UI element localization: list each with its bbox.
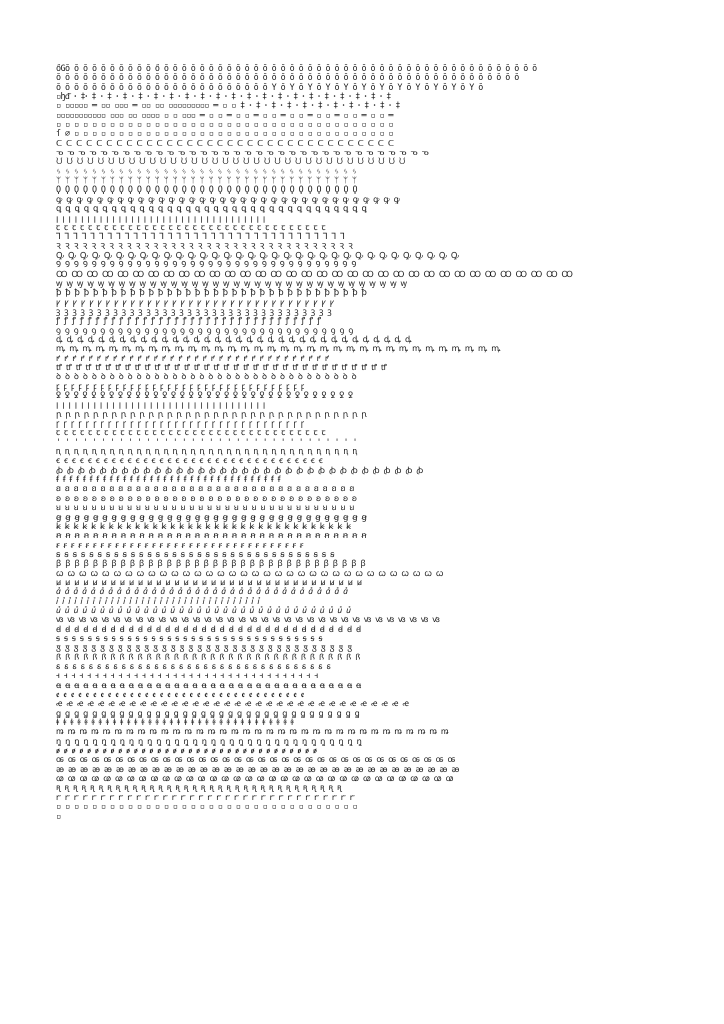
glyph-line: ꞌ ꞌ ꞌ ꞌ ꞌ ꞌ ꞌ ꞌ ꞌ ꞌ ꞌ ꞌ ꞌ ꞌ ꞌ ꞌ ꞌ ꞌ ꞌ ꞌ ꞌ ꞌ ꞌ ꞌ ꞌ ꞌ ꞌ ꞌ ꞌ ꞌ ꞌ ꞌ ꞌ ꞌ <box>56 437 357 447</box>
glyph-line: ꞁ ꞁ ꞁ ꞁ ꞁ ꞁ ꞁ ꞁ ꞁ ꞁ ꞁ ꞁ ꞁ ꞁ ꞁ ꞁ ꞁ ꞁ ꞁ ꞁ ꞁ ꞁ ꞁ ꞁ ꞁ ꞁ ꞁ ꞁ ꞁ ꞁ ꞁ ꞁ ꞁ ꞁ <box>56 213 265 223</box>
glyph-line: ꞇ ꞇ ꞇ ꞇ ꞇ ꞇ ꞇ ꞇ ꞇ ꞇ ꞇ ꞇ ꞇ ꞇ ꞇ ꞇ ꞇ ꞇ ꞇ ꞇ ꞇ ꞇ ꞇ ꞇ ꞇ ꞇ ꞇ ꞇ ꞇ ꞇ ꞇ ꞇ ꞇ ꞇ <box>56 222 326 232</box>
glyph-line: ꭄ ꭄ ꭄ ꭄ ꭄ ꭄ ꭄ ꭄ ꭄ ꭄ ꭄ ꭄ ꭄ ꭄ ꭄ ꭄ ꭄ ꭄ ꭄ ꭄ ꭄ ꭄ ꭄ ꭄ ꭄ ꭄ ꭄ ꭄ ꭄ ꭄ ꭄ ꭄ ꭄ ꭄ <box>56 774 453 784</box>
glyph-line: ꞧ ꞧ ꞧ ꞧ ꞧ ꞧ ꞧ ꞧ ꞧ ꞧ ꞧ ꞧ ꞧ ꞧ ꞧ ꞧ ꞧ ꞧ ꞧ ꞧ ꞧ ꞧ ꞧ ꞧ ꞧ ꞧ ꞧ ꞧ ꞧ ꞧ ꞧ ꞧ ꞧ ꞧ <box>56 540 303 550</box>
glyph-line: ꟃ ꟃ ꟃ ꟃ ꟃ ꟃ ꟃ ꟃ ꟃ ꟃ ꟃ ꟃ ꟃ ꟃ ꟃ ꟃ ꟃ ꟃ ꟃ ꟃ ꟃ ꟃ ꟃ ꟃ ꟃ ꟃ ꟃ ꟃ ꟃ ꟃ ꟃ ꟃ ꟃ ꟃ <box>56 615 440 625</box>
glyph-sheet <box>56 64 668 864</box>
glyph-line: ꭀ ꭀ ꭀ ꭀ ꭀ ꭀ ꭀ ꭀ ꭀ ꭀ ꭀ ꭀ ꭀ ꭀ ꭀ ꭀ ꭀ ꭀ ꭀ ꭀ ꭀ ꭀ ꭀ ꭀ ꭀ ꭀ ꭀ ꭀ ꭀ ꭀ ꭀ ꭀ ꭀ ꭀ <box>56 755 455 765</box>
glyph-line: ꞩ ꞩ ꞩ ꞩ ꞩ ꞩ ꞩ ꞩ ꞩ ꞩ ꞩ ꞩ ꞩ ꞩ ꞩ ꞩ ꞩ ꞩ ꞩ ꞩ ꞩ ꞩ ꞩ ꞩ ꞩ ꞩ ꞩ ꞩ ꞩ ꞩ ꞩ ꞩ ꞩ ꞩ <box>56 549 334 559</box>
glyph-line: ꟶ ꟶ ꟶ ꟶ ꟶ ꟶ ꟶ ꟶ ꟶ ꟶ ꟶ ꟶ ꟶ ꟶ ꟶ ꟶ ꟶ ꟶ ꟶ ꟶ ꟶ ꟶ ꟶ ꟶ ꟶ ꟶ ꟶ ꟶ ꟶ ꟶ ꟶ ꟶ ꟶ ꟶ <box>56 671 318 681</box>
glyph-line: ꬾ ꬾ ꬾ ꬾ ꬾ ꬾ ꬾ ꬾ ꬾ ꬾ ꬾ ꬾ ꬾ ꬾ ꬾ ꬾ ꬾ ꬾ ꬾ ꬾ ꬾ ꬾ ꬾ ꬾ ꬾ ꬾ ꬾ ꬾ ꬾ ꬾ ꬾ ꬾ ꬾ ꬾ <box>56 746 317 756</box>
glyph-line: ꞇ ꞇ ꞇ ꞇ ꞇ ꞇ ꞇ ꞇ ꞇ ꞇ ꞇ ꞇ ꞇ ꞇ ꞇ ꞇ ꞇ ꞇ ꞇ ꞇ ꞇ ꞇ ꞇ ꞇ ꞇ ꞇ ꞇ ꞇ ꞇ ꞇ ꞇ ꞇ ꞇ ꞇ <box>56 428 326 438</box>
glyph-line: ᛘ ᛘ ᛘ ᛘ ᛘ ᛘ ᛘ ᛘ ᛘ ᛘ ᛘ ᛘ ᛘ ᛘ ᛘ ᛘ ᛘ ᛘ ᛘ ᛘ ᛘ ᛘ ᛘ ᛘ ᛘ ᛘ ᛘ ᛘ ᛘ ᛘ ᛘ ᛘ ᛘ ᛘ <box>56 176 357 186</box>
glyph-line: ▫ <box>56 811 61 821</box>
glyph-line: ꞷ ꞷ ꞷ ꞷ ꞷ ꞷ ꞷ ꞷ ꞷ ꞷ ꞷ ꞷ ꞷ ꞷ ꞷ ꞷ ꞷ ꞷ ꞷ ꞷ ꞷ ꞷ ꞷ ꞷ ꞷ ꞷ ꞷ ꞷ ꞷ ꞷ ꞷ ꞷ ꞷ ꞷ <box>56 568 443 578</box>
glyph-line: ꞟ ꞟ ꞟ ꞟ ꞟ ꞟ ꞟ ꞟ ꞟ ꞟ ꞟ ꞟ ꞟ ꞟ ꞟ ꞟ ꞟ ꞟ ꞟ ꞟ ꞟ ꞟ ꞟ ꞟ ꞟ ꞟ ꞟ ꞟ ꞟ ꞟ ꞟ ꞟ ꞟ ꞟ <box>56 503 354 513</box>
glyph-line: ꭆ ꭆ ꭆ ꭆ ꭆ ꭆ ꭆ ꭆ ꭆ ꭆ ꭆ ꭆ ꭆ ꭆ ꭆ ꭆ ꭆ ꭆ ꭆ ꭆ ꭆ ꭆ ꭆ ꭆ ꭆ ꭆ ꭆ ꭆ ꭆ ꭆ ꭆ ꭆ ꭆ ꭆ <box>56 783 342 793</box>
glyph-line: ꬰ ꬰ ꬰ ꬰ ꬰ ꬰ ꬰ ꬰ ꬰ ꬰ ꬰ ꬰ ꬰ ꬰ ꬰ ꬰ ꬰ ꬰ ꬰ ꬰ ꬰ ꬰ ꬰ ꬰ ꬰ ꬰ ꬰ ꬰ ꬰ ꬰ ꬰ ꬰ ꬰ ꬰ <box>56 680 361 690</box>
glyph-line: ꞡ ꞡ ꞡ ꞡ ꞡ ꞡ ꞡ ꞡ ꞡ ꞡ ꞡ ꞡ ꞡ ꞡ ꞡ ꞡ ꞡ ꞡ ꞡ ꞡ ꞡ ꞡ ꞡ ꞡ ꞡ ꞡ ꞡ ꞡ ꞡ ꞡ ꞡ ꞡ ꞡ ꞡ <box>56 512 367 522</box>
glyph-line: ▫ ▫ ▫ ▫ ▫ ▫ ▫ ▫ ▫ ▫ ▫ ▫ ▫ ▫ ▫ ▫ ▫ ▫ ▫ ▫ ▫ ▫ ▫ ▫ ▫ ▫ ▫ ▫ ▫ ▫ ▫ ▫ ▫ ▫ <box>56 802 357 812</box>
glyph-line: ꝫ ꝫ ꝫ ꝫ ꝫ ꝫ ꝫ ꝫ ꝫ ꝫ ꝫ ꝫ ꝫ ꝫ ꝫ ꝫ ꝫ ꝫ ꝫ ꝫ ꝫ ꝫ ꝫ ꝫ ꝫ ꝫ ꝫ ꝫ ꝫ ꝫ ꝫ ꝫ ꝫ ꝫ <box>56 306 332 316</box>
glyph-line: ▫▫▫▫▫▫▫▫▫▫▫ ▫▫▫ ▫▫ ▫▫▫▫ ▫ ▫ ▫▫▫ ═ ▫ ▫ ═ ▫ ▫ ═ ▫ ▫ ═ ▫ ▫ ═ ▫ ▫ ═ ▫ ▫ ═ ▫ ▫ ═ <box>56 110 393 120</box>
glyph-line: ꝯ ꝯ ꝯ ꝯ ꝯ ꝯ ꝯ ꝯ ꝯ ꝯ ꝯ ꝯ ꝯ ꝯ ꝯ ꝯ ꝯ ꝯ ꝯ ꝯ ꝯ ꝯ ꝯ ꝯ ꝯ ꝯ ꝯ ꝯ ꝯ ꝯ ꝯ ꝯ ꝯ ꝯ <box>56 325 353 335</box>
glyph-line: Ꝛ Ꝛ Ꝛ Ꝛ Ꝛ Ꝛ Ꝛ Ꝛ Ꝛ Ꝛ Ꝛ Ꝛ Ꝛ Ꝛ Ꝛ Ꝛ Ꝛ Ꝛ Ꝛ Ꝛ Ꝛ Ꝛ Ꝛ Ꝛ Ꝛ Ꝛ Ꝛ Ꝛ Ꝛ Ꝛ Ꝛ Ꝛ Ꝛ Ꝛ <box>56 241 353 251</box>
glyph-line: ꬶ ꬶ ꬶ ꬶ ꬶ ꬶ ꬶ ꬶ ꬶ ꬶ ꬶ ꬶ ꬶ ꬶ ꬶ ꬶ ꬶ ꬶ ꬶ ꬶ ꬶ ꬶ ꬶ ꬶ ꬶ ꬶ ꬶ ꬶ ꬶ ꬶ ꬶ ꬶ ꬶ ꬶ <box>56 708 360 718</box>
glyph-line: ᓀ ᓀ ᓀ ᓀ ᓀ ᓀ ᓀ ᓀ ᓀ ᓀ ᓀ ᓀ ᓀ ᓀ ᓀ ᓀ ᓀ ᓀ ᓀ ᓀ ᓀ ᓀ ᓀ ᓀ ᓀ ᓀ ᓀ ᓀ ᓀ ᓀ ᓀ ᓀ ᓀ ᓀ <box>56 148 429 158</box>
glyph-line: ꬲ ꬲ ꬲ ꬲ ꬲ ꬲ ꬲ ꬲ ꬲ ꬲ ꬲ ꬲ ꬲ ꬲ ꬲ ꬲ ꬲ ꬲ ꬲ ꬲ ꬲ ꬲ ꬲ ꬲ ꬲ ꬲ ꬲ ꬲ ꬲ ꬲ ꬲ ꬲ ꬲ ꬲ <box>56 690 304 700</box>
glyph-line: ꝵ ꝵ ꝵ ꝵ ꝵ ꝵ ꝵ ꝵ ꝵ ꝵ ꝵ ꝵ ꝵ ꝵ ꝵ ꝵ ꝵ ꝵ ꝵ ꝵ ꝵ ꝵ ꝵ ꝵ ꝵ ꝵ ꝵ ꝵ ꝵ ꝵ ꝵ ꝵ ꝵ ꝵ <box>56 353 329 363</box>
glyph-line: ꬸ ꬸ ꬸ ꬸ ꬸ ꬸ ꬸ ꬸ ꬸ ꬸ ꬸ ꬸ ꬸ ꬸ ꬸ ꬸ ꬸ ꬸ ꬸ ꬸ ꬸ ꬸ ꬸ ꬸ ꬸ ꬸ ꬸ ꬸ ꬸ ꬸ ꬸ ꬸ ꬸ ꬸ <box>56 718 294 728</box>
glyph-line: ▫ ▫ ▫ ▫ ▫ ▫ ▫ ▫ ▫ ▫ ▫ ▫ ▫ ▫ ▫ ▫ ▫ ▫ ▫ ▫ ▫ ▫ ▫ ▫ ▫ ▫ ▫ ▫ ▫ ▫ ▫ ▫ ▫ ▫ ▫ ▫ ▫ ▫ <box>56 120 393 130</box>
glyph-line: ꬴ ꬴ ꬴ ꬴ ꬴ ꬴ ꬴ ꬴ ꬴ ꬴ ꬴ ꬴ ꬴ ꬴ ꬴ ꬴ ꬴ ꬴ ꬴ ꬴ ꬴ ꬴ ꬴ ꬴ ꬴ ꬴ ꬴ ꬴ ꬴ ꬴ ꬴ ꬴ ꬴ ꬴ <box>56 699 409 709</box>
glyph-line: ŏ ŏ ŏ ŏ ŏ ŏ ŏ ŏ ŏ ŏ ŏ ŏ ŏ ŏ ŏ ŏ ŏ ŏ ŏ ŏ ŏ ŏ ŏ ŏ ŏ ŏ ŏ ŏ ŏ ŏ ŏ ŏ ŏ ŏ ŏ ŏ ŏ ŏ ŏ ŏ ŏ ŏ ŏ ŏ ŏ ŏ ŏ ŏ ŏ ŏ ŏ ŏ <box>56 73 519 83</box>
glyph-line: ꞅ ꞅ ꞅ ꞅ ꞅ ꞅ ꞅ ꞅ ꞅ ꞅ ꞅ ꞅ ꞅ ꞅ ꞅ ꞅ ꞅ ꞅ ꞅ ꞅ ꞅ ꞅ ꞅ ꞅ ꞅ ꞅ ꞅ ꞅ ꞅ ꞅ ꞅ ꞅ ꞅ ꞅ <box>56 419 304 429</box>
glyph-line: ꝡ ꝡ ꝡ ꝡ ꝡ ꝡ ꝡ ꝡ ꝡ ꝡ ꝡ ꝡ ꝡ ꝡ ꝡ ꝡ ꝡ ꝡ ꝡ ꝡ ꝡ ꝡ ꝡ ꝡ ꝡ ꝡ ꝡ ꝡ ꝡ ꝡ ꝡ ꝡ ꝡ ꝡ <box>56 278 407 288</box>
glyph-line: ꝭ ꝭ ꝭ ꝭ ꝭ ꝭ ꝭ ꝭ ꝭ ꝭ ꝭ ꝭ ꝭ ꝭ ꝭ ꝭ ꝭ ꝭ ꝭ ꝭ ꝭ ꝭ ꝭ ꝭ ꝭ ꝭ ꝭ ꝭ ꝭ ꝭ ꝭ ꝭ ꝭ ꝭ <box>56 316 321 326</box>
glyph-line: ꟈ ꟈ ꟈ ꟈ ꟈ ꟈ ꟈ ꟈ ꟈ ꟈ ꟈ ꟈ ꟈ ꟈ ꟈ ꟈ ꟈ ꟈ ꟈ ꟈ ꟈ ꟈ ꟈ ꟈ ꟈ ꟈ ꟈ ꟈ ꟈ ꟈ ꟈ ꟈ ꟈ ꟈ <box>56 624 361 634</box>
glyph-line: ꞝ ꞝ ꞝ ꞝ ꞝ ꞝ ꞝ ꞝ ꞝ ꞝ ꞝ ꞝ ꞝ ꞝ ꞝ ꞝ ꞝ ꞝ ꞝ ꞝ ꞝ ꞝ ꞝ ꞝ ꞝ ꞝ ꞝ ꞝ ꞝ ꞝ ꞝ ꞝ ꞝ ꞝ <box>56 493 357 503</box>
glyph-line: ꭂ ꭂ ꭂ ꭂ ꭂ ꭂ ꭂ ꭂ ꭂ ꭂ ꭂ ꭂ ꭂ ꭂ ꭂ ꭂ ꭂ ꭂ ꭂ ꭂ ꭂ ꭂ ꭂ ꭂ ꭂ ꭂ ꭂ ꭂ ꭂ ꭂ ꭂ ꭂ ꭂ ꭂ <box>56 764 459 774</box>
glyph-line: ꝥ ꝥ ꝥ ꝥ ꝥ ꝥ ꝥ ꝥ ꝥ ꝥ ꝥ ꝥ ꝥ ꝥ ꝥ ꝥ ꝥ ꝥ ꝥ ꝥ ꝥ ꝥ ꝥ ꝥ ꝥ ꝥ ꝥ ꝥ ꝥ ꝥ ꝥ ꝥ ꝥ ꝥ <box>56 288 367 298</box>
glyph-line: ꝱ ꝱ ꝱ ꝱ ꝱ ꝱ ꝱ ꝱ ꝱ ꝱ ꝱ ꝱ ꝱ ꝱ ꝱ ꝱ ꝱ ꝱ ꝱ ꝱ ꝱ ꝱ ꝱ ꝱ ꝱ ꝱ ꝱ ꝱ ꝱ ꝱ ꝱ ꝱ ꝱ ꝱ <box>56 334 412 344</box>
glyph-line: ꞃ ꞃ ꞃ ꞃ ꞃ ꞃ ꞃ ꞃ ꞃ ꞃ ꞃ ꞃ ꞃ ꞃ ꞃ ꞃ ꞃ ꞃ ꞃ ꞃ ꞃ ꞃ ꞃ ꞃ ꞃ ꞃ ꞃ ꞃ ꞃ ꞃ ꞃ ꞃ ꞃ ꞃ <box>56 409 367 419</box>
glyph-line: ꞹ ꞹ ꞹ ꞹ ꞹ ꞹ ꞹ ꞹ ꞹ ꞹ ꞹ ꞹ ꞹ ꞹ ꞹ ꞹ ꞹ ꞹ ꞹ ꞹ ꞹ ꞹ ꞹ ꞹ ꞹ ꞹ ꞹ ꞹ ꞹ ꞹ ꞹ ꞹ ꞹ ꞹ <box>56 577 362 587</box>
glyph-line: ꝗ ꝗ ꝗ ꝗ ꝗ ꝗ ꝗ ꝗ ꝗ ꝗ ꝗ ꝗ ꝗ ꝗ ꝗ ꝗ ꝗ ꝗ ꝗ ꝗ ꝗ ꝗ ꝗ ꝗ ꝗ ꝗ ꝗ ꝗ ꝗ ꝗ ꝗ ꝗ ꝗ ꝗ <box>56 204 367 214</box>
glyph-line: ꝩ ꝩ ꝩ ꝩ ꝩ ꝩ ꝩ ꝩ ꝩ ꝩ ꝩ ꝩ ꝩ ꝩ ꝩ ꝩ ꝩ ꝩ ꝩ ꝩ ꝩ ꝩ ꝩ ꝩ ꝩ ꝩ ꝩ ꝩ ꝩ ꝩ ꝩ ꝩ ꝩ ꝩ <box>56 297 334 307</box>
glyph-line: Ϙ Ϙ Ϙ Ϙ Ϙ Ϙ Ϙ Ϙ Ϙ Ϙ Ϙ Ϙ Ϙ Ϙ Ϙ Ϙ Ϙ Ϙ Ϙ Ϙ Ϙ Ϙ Ϙ Ϙ Ϙ Ϙ Ϙ Ϙ Ϙ Ϙ Ϙ Ϙ Ϙ Ϙ <box>56 185 357 195</box>
glyph-line: ꞛ ꞛ ꞛ ꞛ ꞛ ꞛ ꞛ ꞛ ꞛ ꞛ ꞛ ꞛ ꞛ ꞛ ꞛ ꞛ ꞛ ꞛ ꞛ ꞛ ꞛ ꞛ ꞛ ꞛ ꞛ ꞛ ꞛ ꞛ ꞛ ꞛ ꞛ ꞛ ꞛ ꞛ <box>56 484 354 494</box>
glyph-line: ꞗ ꞗ ꞗ ꞗ ꞗ ꞗ ꞗ ꞗ ꞗ ꞗ ꞗ ꞗ ꞗ ꞗ ꞗ ꞗ ꞗ ꞗ ꞗ ꞗ ꞗ ꞗ ꞗ ꞗ ꞗ ꞗ ꞗ ꞗ ꞗ ꞗ ꞗ ꞗ ꞗ ꞗ <box>56 465 423 475</box>
glyph-line: ꝳ ꝳ ꝳ ꝳ ꝳ ꝳ ꝳ ꝳ ꝳ ꝳ ꝳ ꝳ ꝳ ꝳ ꝳ ꝳ ꝳ ꝳ ꝳ ꝳ ꝳ ꝳ ꝳ ꝳ ꝳ ꝳ ꝳ ꝳ ꝳ ꝳ ꝳ ꝳ ꝳ ꝳ <box>56 344 500 354</box>
glyph-line: ŏ ŏ ŏ ŏ ŏ ŏ ŏ ŏ ŏ ŏ ŏ ŏ ŏ ŏ ŏ ŏ ŏ ŏ ŏ ŏ ŏ ŏ ŏ ŏ Ŷ ŏ Ŷ ŏ Ŷ ŏ Ŷ ŏ Ŷ ŏ Ŷ ŏ Ŷ ŏ Ŷ ŏ Ŷ ŏ Ŷ ŏ Ŷ ŏ Ŷ ŏ <box>56 82 483 92</box>
glyph-line: ꞣ ꞣ ꞣ ꞣ ꞣ ꞣ ꞣ ꞣ ꞣ ꞣ ꞣ ꞣ ꞣ ꞣ ꞣ ꞣ ꞣ ꞣ ꞣ ꞣ ꞣ ꞣ ꞣ ꞣ ꞣ ꞣ ꞣ ꞣ ꞣ ꞣ ꞣ ꞣ ꞣ ꞣ <box>56 521 351 531</box>
glyph-line: ſ ∅ ▫ ▫ ▫ ▫ ▫ ▫ ▫ ▫ ▫ ▫ ▫ ▫ ▫ ▫ ▫ ▫ ▫ ▫ ▫ ▫ ▫ ▫ ▫ ▫ ▫ ▫ ▫ ▫ ▫ ▫ ▫ ▫ ▫ ▫ ▫ ▫ <box>56 129 393 139</box>
glyph-line: ▫ ▫▫▫▫▫ ═ ▫▫ ▫▫▫ ═ ▫▫ ▫▫ ▫▫▫▫▫▫▫▫▫ ═ ▫ ▫ ‡ ꞏ ‡ ꞏ ‡ ꞏ ‡ ꞏ ‡ ꞏ ‡ ꞏ ‡ ꞏ ‡ ꞏ ‡ ꞏ ‡ ꞏ ‡ <box>56 101 400 111</box>
glyph-line: Ꞁ Ꞁ Ꞁ Ꞁ Ꞁ Ꞁ Ꞁ Ꞁ Ꞁ Ꞁ Ꞁ Ꞁ Ꞁ Ꞁ Ꞁ Ꞁ Ꞁ Ꞁ Ꞁ Ꞁ Ꞁ Ꞁ Ꞁ Ꞁ Ꞁ Ꞁ Ꞁ Ꞁ Ꞁ Ꞁ Ꞁ Ꞁ Ꞁ Ꞁ <box>56 232 345 242</box>
glyph-line: ꞙ ꞙ ꞙ ꞙ ꞙ ꞙ ꞙ ꞙ ꞙ ꞙ ꞙ ꞙ ꞙ ꞙ ꞙ ꞙ ꞙ ꞙ ꞙ ꞙ ꞙ ꞙ ꞙ ꞙ ꞙ ꞙ ꞙ ꞙ ꞙ ꞙ ꞙ ꞙ ꞙ ꞙ <box>56 475 280 485</box>
glyph-line: ꬺ ꬺ ꬺ ꬺ ꬺ ꬺ ꬺ ꬺ ꬺ ꬺ ꬺ ꬺ ꬺ ꬺ ꬺ ꬺ ꬺ ꬺ ꬺ ꬺ ꬺ ꬺ ꬺ ꬺ ꬺ ꬺ ꬺ ꬺ ꬺ ꬺ ꬺ ꬺ ꬺ ꬺ <box>56 727 449 737</box>
glyph-line: ꞽ ꞽ ꞽ ꞽ ꞽ ꞽ ꞽ ꞽ ꞽ ꞽ ꞽ ꞽ ꞽ ꞽ ꞽ ꞽ ꞽ ꞽ ꞽ ꞽ ꞽ ꞽ ꞽ ꞽ ꞽ ꞽ ꞽ ꞽ ꞽ ꞽ ꞽ ꞽ ꞽ ꞽ <box>56 596 260 606</box>
glyph-line: őĞŏ ŏ ŏ ŏ ŏ ŏ ŏ ŏ ŏ ŏ ő ŏ ŏ ŏ ŏ ŏ ŏ ŏ ŏ ŏ ŏ ŏ ŏ ŏ ŏ ŏ ŏ ŏ ŏ ŏ ŏ ŏ ŏ ŏ ŏ ŏ ŏ ŏ ŏ ŏ ŏ ŏ ŏ ŏ ŏ ŏ ŏ ŏ ŏ ŏ ŏ ŏ ŏ <box>56 64 537 73</box>
glyph-line: ▫ꜧ̄ᵭ̄ ꞏ ‡ꞏ ‡ ꞏ ‡ ꞏ ‡ ꞏ ‡ ꞏ ‡ ꞏ ‡ ꞏ ‡ ꞏ ‡ ꞏ ‡ ꞏ ‡ ꞏ ‡ ꞏ ‡ ꞏ ‡ ꞏ ‡ ꞏ ‡ ꞏ ‡ ꞏ ‡ ꞏ ‡ ꞏ ‡ ꞏ ‡ <box>56 92 391 102</box>
glyph-line: ꞁ ꞁ ꞁ ꞁ ꞁ ꞁ ꞁ ꞁ ꞁ ꞁ ꞁ ꞁ ꞁ ꞁ ꞁ ꞁ ꞁ ꞁ ꞁ ꞁ ꞁ ꞁ ꞁ ꞁ ꞁ ꞁ ꞁ ꞁ ꞁ ꞁ ꞁ ꞁ ꞁ ꞁ <box>56 400 265 410</box>
glyph-line: Ꝯ Ꝯ Ꝯ Ꝯ Ꝯ Ꝯ Ꝯ Ꝯ Ꝯ Ꝯ Ꝯ Ꝯ Ꝯ Ꝯ Ꝯ Ꝯ Ꝯ Ꝯ Ꝯ Ꝯ Ꝯ Ꝯ Ꝯ Ꝯ Ꝯ Ꝯ Ꝯ Ꝯ Ꝯ Ꝯ Ꝯ Ꝯ Ꝯ Ꝯ <box>56 260 356 270</box>
glyph-line: Ꝙ Ꝙ Ꝙ Ꝙ Ꝙ Ꝙ Ꝙ Ꝙ Ꝙ Ꝙ Ꝙ Ꝙ Ꝙ Ꝙ Ꝙ Ꝙ Ꝙ Ꝙ Ꝙ Ꝙ Ꝙ Ꝙ Ꝙ Ꝙ Ꝙ Ꝙ Ꝙ Ꝙ Ꝙ Ꝙ Ꝙ Ꝙ Ꝙ Ꝙ <box>56 250 459 260</box>
glyph-line: Ꝏ Ꝏ Ꝏ Ꝏ Ꝏ Ꝏ Ꝏ Ꝏ Ꝏ Ꝏ Ꝏ Ꝏ Ꝏ Ꝏ Ꝏ Ꝏ Ꝏ Ꝏ Ꝏ Ꝏ Ꝏ Ꝏ Ꝏ Ꝏ Ꝏ Ꝏ Ꝏ Ꝏ Ꝏ Ꝏ Ꝏ Ꝏ Ꝏ Ꝏ <box>56 269 573 279</box>
glyph-line: ꞵ ꞵ ꞵ ꞵ ꞵ ꞵ ꞵ ꞵ ꞵ ꞵ ꞵ ꞵ ꞵ ꞵ ꞵ ꞵ ꞵ ꞵ ꞵ ꞵ ꞵ ꞵ ꞵ ꞵ ꞵ ꞵ ꞵ ꞵ ꞵ ꞵ ꞵ ꞵ ꞵ ꞵ <box>56 559 366 569</box>
glyph-line: ꞑ ꞑ ꞑ ꞑ ꞑ ꞑ ꞑ ꞑ ꞑ ꞑ ꞑ ꞑ ꞑ ꞑ ꞑ ꞑ ꞑ ꞑ ꞑ ꞑ ꞑ ꞑ ꞑ ꞑ ꞑ ꞑ ꞑ ꞑ ꞑ ꞑ ꞑ ꞑ ꞑ ꞑ <box>56 447 357 457</box>
glyph-line: ꝿ ꝿ ꝿ ꝿ ꝿ ꝿ ꝿ ꝿ ꝿ ꝿ ꝿ ꝿ ꝿ ꝿ ꝿ ꝿ ꝿ ꝿ ꝿ ꝿ ꝿ ꝿ ꝿ ꝿ ꝿ ꝿ ꝿ ꝿ ꝿ ꝿ ꝿ ꝿ ꝿ ꝿ <box>56 391 353 401</box>
glyph-line: ꝺ ꝺ ꝺ ꝺ ꝺ ꝺ ꝺ ꝺ ꝺ ꝺ ꝺ ꝺ ꝺ ꝺ ꝺ ꝺ ꝺ ꝺ ꝺ ꝺ ꝺ ꝺ ꝺ ꝺ ꝺ ꝺ ꝺ ꝺ ꝺ ꝺ ꝺ ꝺ ꝺ ꝺ <box>56 372 357 382</box>
glyph-line: ꟊ ꟊ ꟊ ꟊ ꟊ ꟊ ꟊ ꟊ ꟊ ꟊ ꟊ ꟊ ꟊ ꟊ ꟊ ꟊ ꟊ ꟊ ꟊ ꟊ ꟊ ꟊ ꟊ ꟊ ꟊ ꟊ ꟊ ꟊ ꟊ ꟊ ꟊ ꟊ ꟊ ꟊ <box>56 633 322 643</box>
glyph-line: ꞿ ꞿ ꞿ ꞿ ꞿ ꞿ ꞿ ꞿ ꞿ ꞿ ꞿ ꞿ ꞿ ꞿ ꞿ ꞿ ꞿ ꞿ ꞿ ꞿ ꞿ ꞿ ꞿ ꞿ ꞿ ꞿ ꞿ ꞿ ꞿ ꞿ ꞿ ꞿ ꞿ ꞿ <box>56 605 351 615</box>
glyph-line: ꬼ ꬼ ꬼ ꬼ ꬼ ꬼ ꬼ ꬼ ꬼ ꬼ ꬼ ꬼ ꬼ ꬼ ꬼ ꬼ ꬼ ꬼ ꬼ ꬼ ꬼ ꬼ ꬼ ꬼ ꬼ ꬼ ꬼ ꬼ ꬼ ꬼ ꬼ ꬼ ꬼ ꬼ <box>56 736 362 746</box>
glyph-line: ꟙ ꟙ ꟙ ꟙ ꟙ ꟙ ꟙ ꟙ ꟙ ꟙ ꟙ ꟙ ꟙ ꟙ ꟙ ꟙ ꟙ ꟙ ꟙ ꟙ ꟙ ꟙ ꟙ ꟙ ꟙ ꟙ ꟙ ꟙ ꟙ ꟙ ꟙ ꟙ ꟙ ꟙ <box>56 662 331 671</box>
glyph-line: ꝷ ꝷ ꝷ ꝷ ꝷ ꝷ ꝷ ꝷ ꝷ ꝷ ꝷ ꝷ ꝷ ꝷ ꝷ ꝷ ꝷ ꝷ ꝷ ꝷ ꝷ ꝷ ꝷ ꝷ ꝷ ꝷ ꝷ ꝷ ꝷ ꝷ ꝷ ꝷ ꝷ ꝷ <box>56 363 387 372</box>
glyph-line: ꞻ ꞻ ꞻ ꞻ ꞻ ꞻ ꞻ ꞻ ꞻ ꞻ ꞻ ꞻ ꞻ ꞻ ꞻ ꞻ ꞻ ꞻ ꞻ ꞻ ꞻ ꞻ ꞻ ꞻ ꞻ ꞻ ꞻ ꞻ ꞻ ꞻ ꞻ ꞻ ꞻ ꞻ <box>56 587 348 597</box>
glyph-line: ꟗ ꟗ ꟗ ꟗ ꟗ ꟗ ꟗ ꟗ ꟗ ꟗ ꟗ ꟗ ꟗ ꟗ ꟗ ꟗ ꟗ ꟗ ꟗ ꟗ ꟗ ꟗ ꟗ ꟗ ꟗ ꟗ ꟗ ꟗ ꟗ ꟗ ꟗ ꟗ ꟗ ꟗ <box>56 652 360 662</box>
glyph-line: ᙀ ᙀ ᙀ ᙀ ᙀ ᙀ ᙀ ᙀ ᙀ ᙀ ᙀ ᙀ ᙀ ᙀ ᙀ ᙀ ᙀ ᙀ ᙀ ᙀ ᙀ ᙀ ᙀ ᙀ ᙀ ᙀ ᙀ ᙀ ᙀ ᙀ ᙀ ᙀ ᙀ ᙀ <box>56 157 405 167</box>
glyph-line: ꞓ ꞓ ꞓ ꞓ ꞓ ꞓ ꞓ ꞓ ꞓ ꞓ ꞓ ꞓ ꞓ ꞓ ꞓ ꞓ ꞓ ꞓ ꞓ ꞓ ꞓ ꞓ ꞓ ꞓ ꞓ ꞓ ꞓ ꞓ ꞓ ꞓ ꞓ ꞓ ꞓ ꞓ <box>56 456 323 466</box>
glyph-line: ꟑ ꟑ ꟑ ꟑ ꟑ ꟑ ꟑ ꟑ ꟑ ꟑ ꟑ ꟑ ꟑ ꟑ ꟑ ꟑ ꟑ ꟑ ꟑ ꟑ ꟑ ꟑ ꟑ ꟑ ꟑ ꟑ ꟑ ꟑ ꟑ ꟑ ꟑ ꟑ ꟑ ꟑ <box>56 643 352 653</box>
glyph-line: ꝼ ꝼ ꝼ ꝼ ꝼ ꝼ ꝼ ꝼ ꝼ ꝼ ꝼ ꝼ ꝼ ꝼ ꝼ ꝼ ꝼ ꝼ ꝼ ꝼ ꝼ ꝼ ꝼ ꝼ ꝼ ꝼ ꝼ ꝼ ꝼ ꝼ ꝼ ꝼ ꝼ ꝼ <box>56 381 304 391</box>
glyph-line: ꞥ ꞥ ꞥ ꞥ ꞥ ꞥ ꞥ ꞥ ꞥ ꞥ ꞥ ꞥ ꞥ ꞥ ꞥ ꞥ ꞥ ꞥ ꞥ ꞥ ꞥ ꞥ ꞥ ꞥ ꞥ ꞥ ꞥ ꞥ ꞥ ꞥ ꞥ ꞥ ꞥ ꞥ <box>56 531 367 541</box>
glyph-line: ᛃ ᛃ ᛃ ᛃ ᛃ ᛃ ᛃ ᛃ ᛃ ᛃ ᛃ ᛃ ᛃ ᛃ ᛃ ᛃ ᛃ ᛃ ᛃ ᛃ ᛃ ᛃ ᛃ ᛃ ᛃ ᛃ ᛃ ᛃ ᛃ ᛃ ᛃ ᛃ ᛃ ᛃ <box>56 166 357 176</box>
glyph-line: ᑕ ᑕ ᑕ ᑕ ᑕ ᑕ ᑕ ᑕ ᑕ ᑕ ᑕ ᑕ ᑕ ᑕ ᑕ ᑕ ᑕ ᑕ ᑕ ᑕ ᑕ ᑕ ᑕ ᑕ ᑕ ᑕ ᑕ ᑕ ᑕ ᑕ ᑕ ᑕ ᑕ ᑕ <box>56 138 394 148</box>
glyph-line: ꝙ ꝙ ꝙ ꝙ ꝙ ꝙ ꝙ ꝙ ꝙ ꝙ ꝙ ꝙ ꝙ ꝙ ꝙ ꝙ ꝙ ꝙ ꝙ ꝙ ꝙ ꝙ ꝙ ꝙ ꝙ ꝙ ꝙ ꝙ ꝙ ꝙ ꝙ ꝙ ꝙ ꝙ <box>56 194 400 204</box>
glyph-line: ꭈ ꭈ ꭈ ꭈ ꭈ ꭈ ꭈ ꭈ ꭈ ꭈ ꭈ ꭈ ꭈ ꭈ ꭈ ꭈ ꭈ ꭈ ꭈ ꭈ ꭈ ꭈ ꭈ ꭈ ꭈ ꭈ ꭈ ꭈ ꭈ ꭈ ꭈ ꭈ ꭈ ꭈ <box>56 792 355 802</box>
